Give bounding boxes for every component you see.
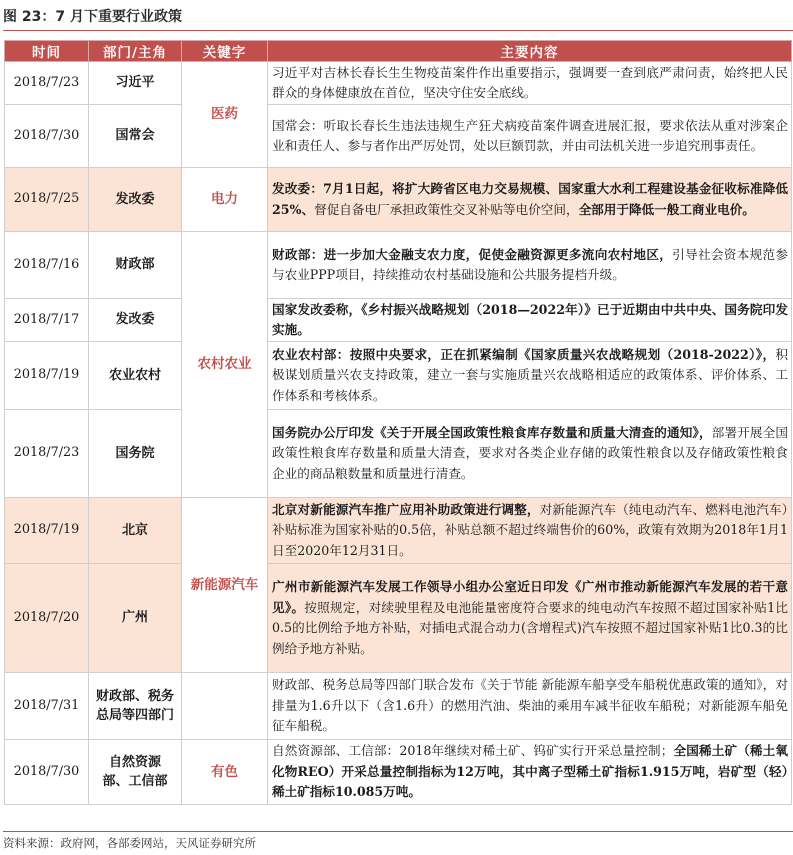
dept-cell: 财政部 — [89, 232, 182, 299]
content-cell — [268, 740, 792, 805]
content-text: 自然资源部、工信部：2018年继续对稀土矿、钨矿实行开采总量控制； — [272, 743, 674, 759]
content-cell — [268, 232, 792, 299]
figure-title: 图 23：7 月下重要行业政策 — [3, 4, 793, 31]
date-cell: 2018/7/19 — [5, 342, 89, 410]
date-cell: 2018/7/31 — [5, 673, 89, 740]
content-cell — [268, 673, 792, 740]
content-text-bold: 全国稀土矿（稀土氧化物REO）开采总量控制指标为12万吨，其中离子型稀土矿指标1.915万吨，岩矿型（轻）稀土矿指标10.085万吨。 — [272, 743, 788, 800]
table-row — [5, 410, 792, 498]
table-row — [5, 740, 792, 805]
date-cell: 2018/7/20 — [5, 564, 89, 673]
header-dept: 部门/主角 — [89, 41, 182, 62]
table-header-row — [5, 41, 792, 62]
keyword-cell-metals: 有色 — [182, 740, 268, 805]
content-cell — [268, 410, 792, 498]
content-cell — [268, 62, 792, 105]
content-text: 引导社会资本规范参与农业PPP项目，持续推动农村基础设施和公共服务提档升级。 — [272, 246, 789, 282]
dept-cell: 发改委 — [89, 168, 182, 232]
keyword-cell-power: 电力 — [182, 168, 268, 232]
date-cell: 2018/7/25 — [5, 168, 89, 232]
date-cell: 2018/7/30 — [5, 740, 89, 805]
dept-cell: 自然资源部、工信部 — [89, 740, 182, 805]
dept-cell: 广州 — [89, 564, 182, 673]
content-text-bold: 广州市新能源汽车发展工作领导小组办公室近日印发《广州市推动新能源汽车发展的若干意见》。 — [272, 579, 788, 615]
table-row — [5, 498, 792, 564]
dept-cell: 北京 — [89, 498, 182, 564]
dept-cell: 国务院 — [89, 410, 182, 498]
content-cell — [268, 498, 792, 564]
dept-cell: 国常会 — [89, 105, 182, 168]
keyword-cell-nev: 新能源汽车 — [182, 498, 268, 673]
header-content: 主要内容 — [268, 41, 792, 62]
table-row — [5, 342, 792, 410]
header-date: 时间 — [5, 41, 89, 62]
dept-cell: 财政部、税务总局等四部门 — [89, 673, 182, 740]
date-cell: 2018/7/23 — [5, 410, 89, 498]
content-cell — [268, 105, 792, 168]
keyword-cell-empty — [182, 673, 268, 740]
table-row — [5, 564, 792, 673]
content-cell — [268, 564, 792, 673]
content-text: 财政部、税务总局等四部门联合发布《关于节能 新能源车船享受车船税优惠政策的通知》，对排量为1.6升以下（含1.6升）的燃用汽油、柴油的乘用车减半征收车船税；对新能源车船免征车船税。 — [272, 677, 788, 734]
table-row — [5, 299, 792, 342]
content-text: 对新能源汽车（纯电动汽车、燃料电池汽车）补贴标准为国家补贴的0.5倍，补贴总额不超过终端售价的60%，政策有效期为2018年1月1日至2020年12月31日。 — [272, 501, 789, 558]
content-text-bold: 发改委：7月1日起，将扩大跨省区电力交易规模、国家重大水利工程建设基金征收标准降低25%、 — [272, 181, 788, 217]
table-row — [5, 105, 792, 168]
content-text-bold: 北京对新能源汽车推广应用补助政策进行调整， — [272, 501, 540, 517]
table-row — [5, 168, 792, 232]
content-cell — [268, 342, 792, 410]
header-keyword: 关键字 — [182, 41, 268, 62]
date-cell: 2018/7/30 — [5, 105, 89, 168]
content-text-bold: 财政部：进一步加大金融支农力度，促使金融资源更多流向农村地区， — [272, 246, 673, 262]
content-text: 积极谋划质量兴农支持政策，建立一套与实施质量兴农战略相适应的政策体系、评价体系、工作体系和考核体系。 — [272, 346, 788, 403]
content-text-bold: 国家发改委称，《乡村振兴战略规划（2018—2022年）》已于近期由中共中央、国务院印发实施。 — [272, 301, 788, 337]
date-cell: 2018/7/23 — [5, 62, 89, 105]
content-text: 督促自备电厂承担政策性交叉补贴等电价空间， — [314, 201, 579, 217]
date-cell: 2018/7/19 — [5, 498, 89, 564]
content-text: 国常会：听取长春长生违法违规生产狂犬病疫苗案件调查进展汇报，要求依法从重对涉案企业和责任人、参与者作出严厉处罚，处以巨额罚款，并由司法机关进一步追究刑事责任。 — [272, 117, 788, 153]
content-text: 部署开展全国政策性粮食库存数量和质量大清查，要求对各类企业存储的政策性粮食以及存储政策性粮食企业的商品粮数量和质量进行清查。 — [272, 424, 789, 481]
date-cell: 2018/7/17 — [5, 299, 89, 342]
keyword-cell-pharma: 医药 — [182, 62, 268, 168]
table-row — [5, 232, 792, 299]
content-text-bold: 农业农村部：按照中央要求，正在抓紧编制《国家质量兴农战略规划（2018-2022）》， — [272, 346, 776, 362]
source-note: 资料来源：政府网，各部委网站，天风证券研究所 — [3, 831, 793, 855]
content-cell — [268, 299, 792, 342]
keyword-cell-agri: 农村农业 — [182, 232, 268, 498]
content-text: 习近平对吉林长春长生生物疫苗案件作出重要指示，强调要一查到底严肃问责，始终把人民群众的身体健康放在首位，坚决守住安全底线。 — [272, 64, 788, 100]
content-text-bold: 国务院办公厅印发《关于开展全国政策性粮食库存数量和质量大清查的通知》， — [272, 424, 712, 440]
table-row — [5, 62, 792, 105]
date-cell: 2018/7/16 — [5, 232, 89, 299]
dept-cell: 农业农村 — [89, 342, 182, 410]
content-cell — [268, 168, 792, 232]
dept-cell: 习近平 — [89, 62, 182, 105]
content-text: 按照规定，对续驶里程及电池能量密度符合要求的纯电动汽车按照不超过国家补贴1比0.5的比例给予地方补贴，对插电式混合动力(含增程式)汽车按照不超过国家补贴1比0.3的比例给予地方补贴。 — [272, 599, 789, 656]
dept-cell: 发改委 — [89, 299, 182, 342]
table-row — [5, 673, 792, 740]
content-text-bold: 全部用于降低一般工商业电价。 — [578, 201, 755, 217]
policy-table — [4, 40, 792, 805]
